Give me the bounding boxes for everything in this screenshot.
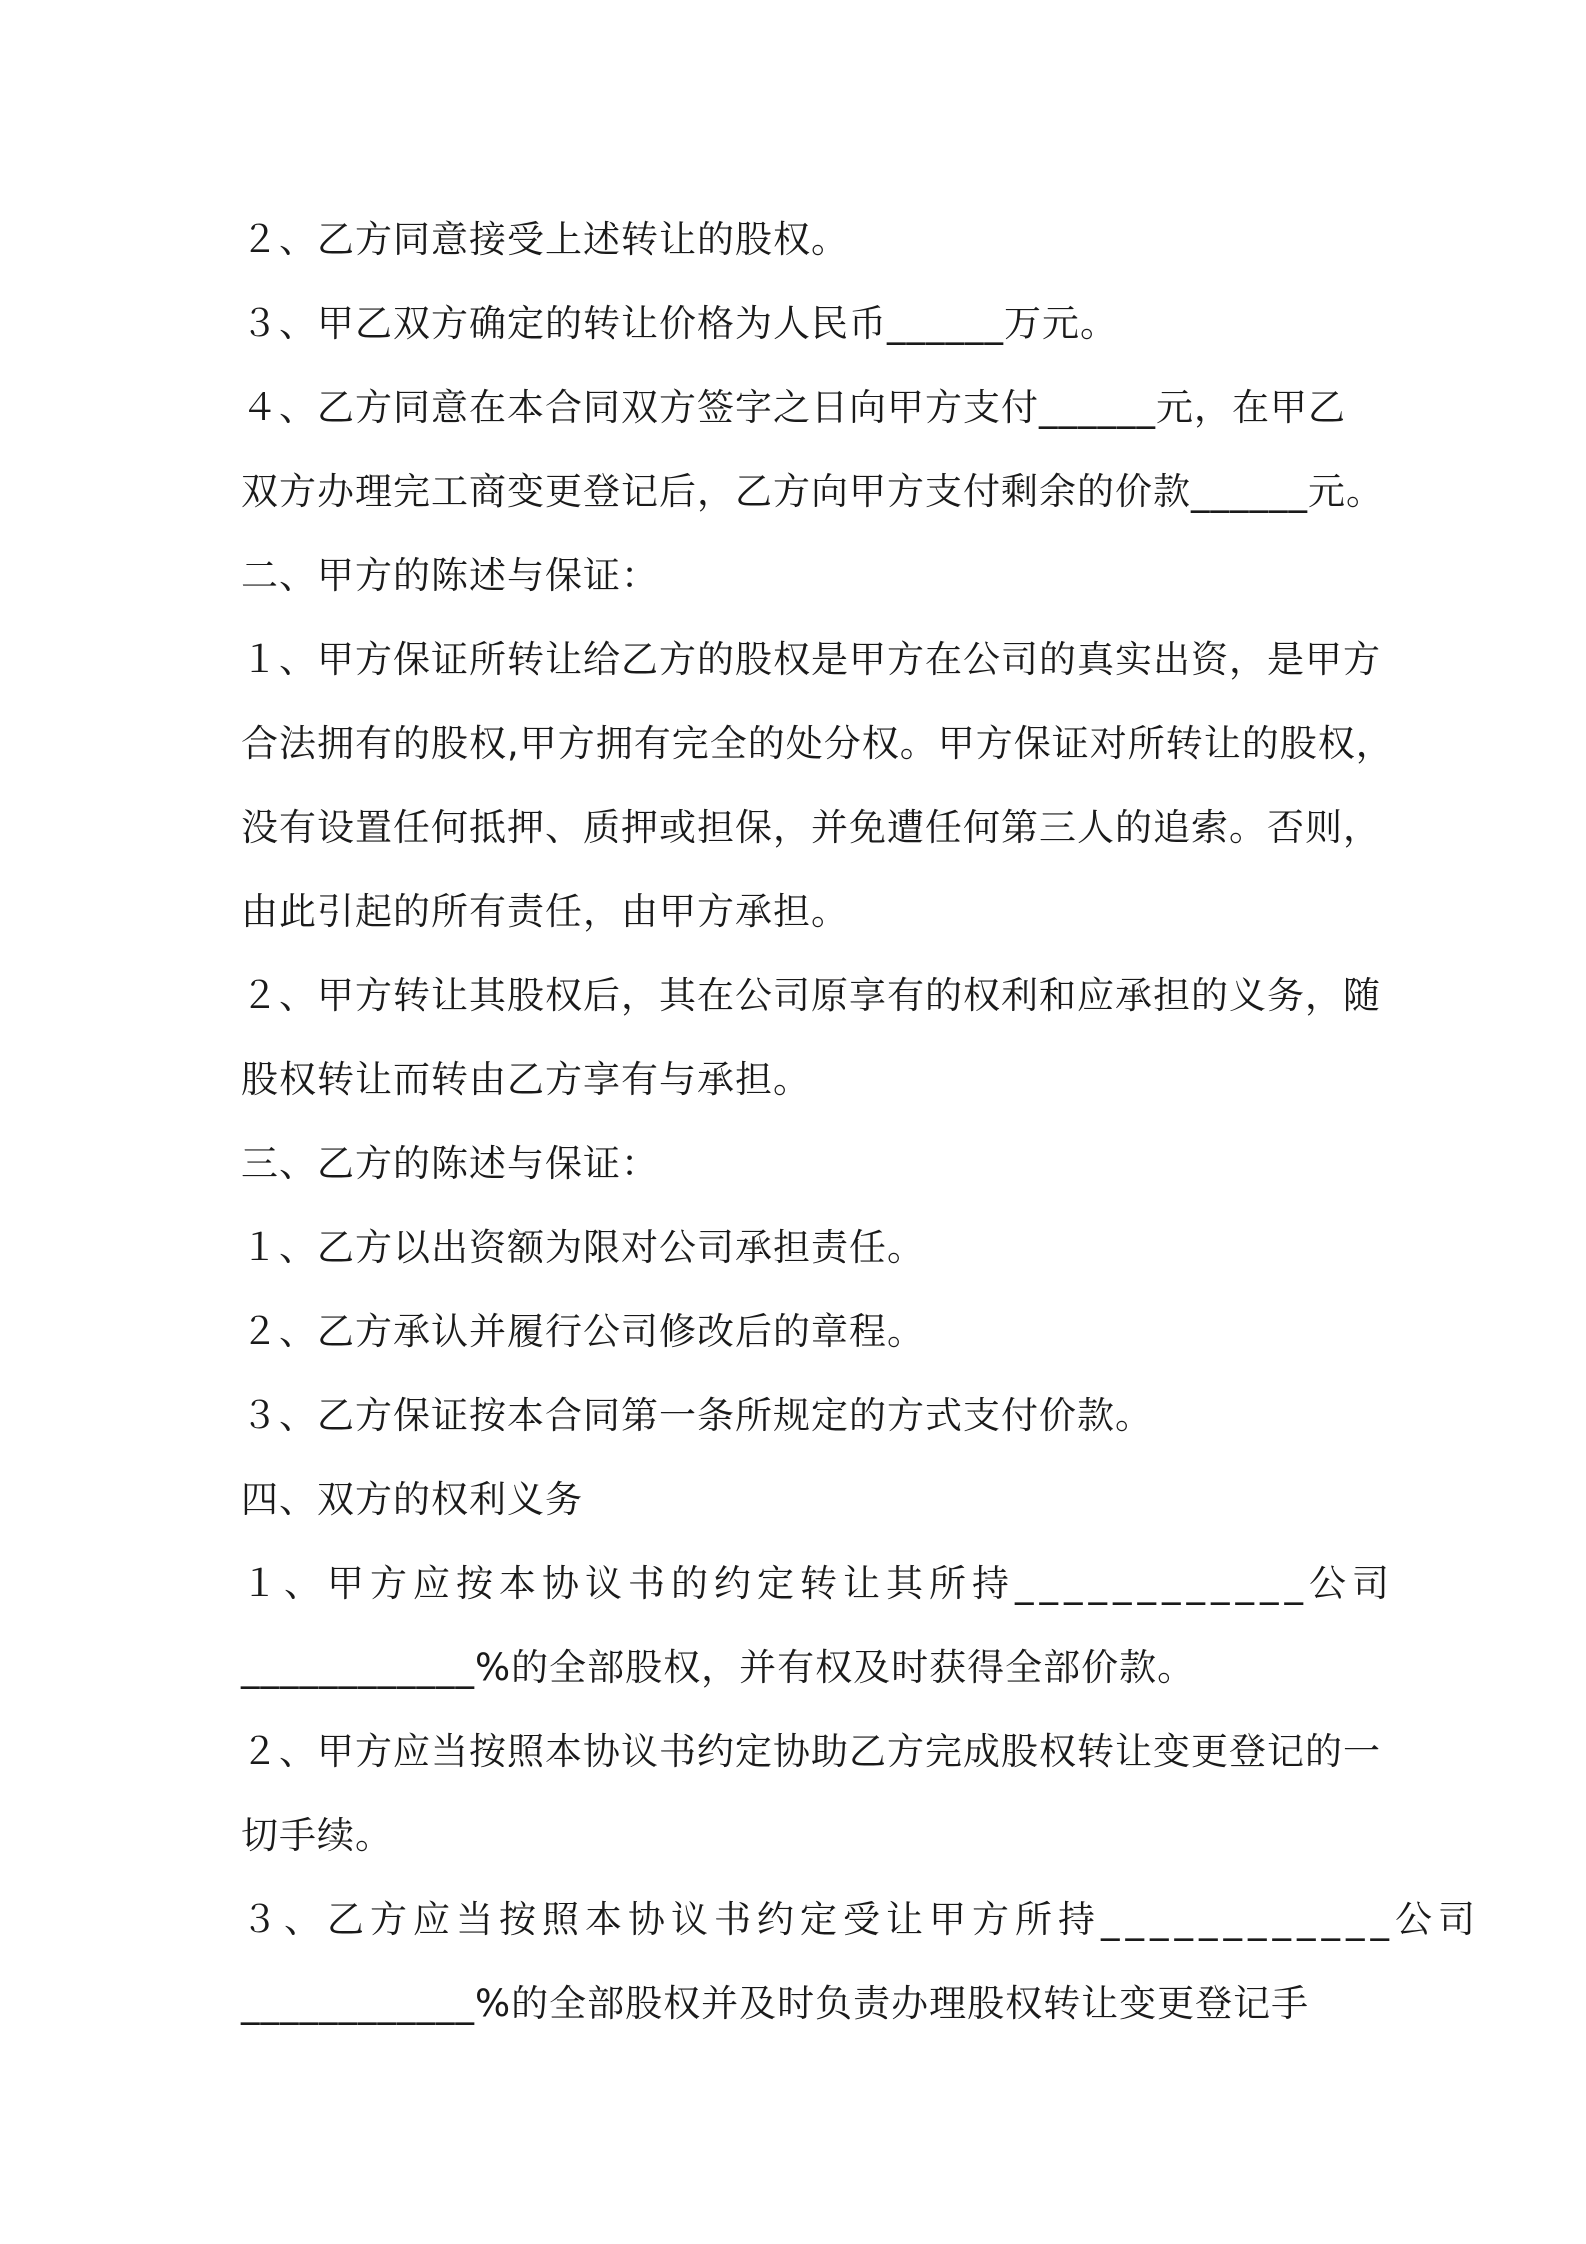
clause-line: １、甲方应按本协议书的约定转让其所持____________公司 <box>241 1562 1395 1605</box>
section-heading: 二、甲方的陈述与保证： <box>241 554 659 597</box>
section-heading: 四、双方的权利义务 <box>241 1478 583 1521</box>
clause-line: ３、乙方应当按照本协议书约定受让甲方所持____________公司 <box>241 1898 1481 1941</box>
clause-line: 合法拥有的股权,甲方拥有完全的处分权。甲方保证对所转让的股权， <box>241 722 1394 765</box>
clause-line: 由此引起的所有责任，由甲方承担。 <box>241 890 849 933</box>
clause-line: 双方办理完工商变更登记后，乙方向甲方支付剩余的价款______元。 <box>241 470 1384 513</box>
clause-line: ____________%的全部股权，并有权及时获得全部价款。 <box>241 1646 1196 1689</box>
clause-line: １、甲方保证所转让给乙方的股权是甲方在公司的真实出资，是甲方 <box>241 638 1381 681</box>
clause-line: 切手续。 <box>241 1814 393 1857</box>
contract-body-text <box>241 198 1481 2046</box>
clause-line: ２、乙方承认并履行公司修改后的章程。 <box>241 1310 925 1353</box>
clause-line: ２、甲方应当按照本协议书约定协助乙方完成股权转让变更登记的一 <box>241 1730 1381 1773</box>
clause-line: ３、乙方保证按本合同第一条所规定的方式支付价款。 <box>241 1394 1153 1437</box>
clause-line: ２、乙方同意接受上述转让的股权。 <box>241 218 849 261</box>
clause-line: 股权转让而转由乙方享有与承担。 <box>241 1058 811 1101</box>
clause-line: １、乙方以出资额为限对公司承担责任。 <box>241 1226 925 1269</box>
clause-line: ２、甲方转让其股权后，其在公司原享有的权利和应承担的义务，随 <box>241 974 1381 1017</box>
clause-line: ____________%的全部股权并及时负责办理股权转让变更登记手 <box>241 1982 1310 2025</box>
clause-line: 没有设置任何抵押、质押或担保，并免遭任何第三人的追索。否则， <box>241 806 1381 849</box>
clause-line: ３、甲乙双方确定的转让价格为人民币______万元。 <box>241 302 1118 345</box>
clause-line: ４、乙方同意在本合同双方签字之日向甲方支付______元，在甲乙 <box>241 386 1346 429</box>
section-heading: 三、乙方的陈述与保证： <box>241 1142 659 1185</box>
